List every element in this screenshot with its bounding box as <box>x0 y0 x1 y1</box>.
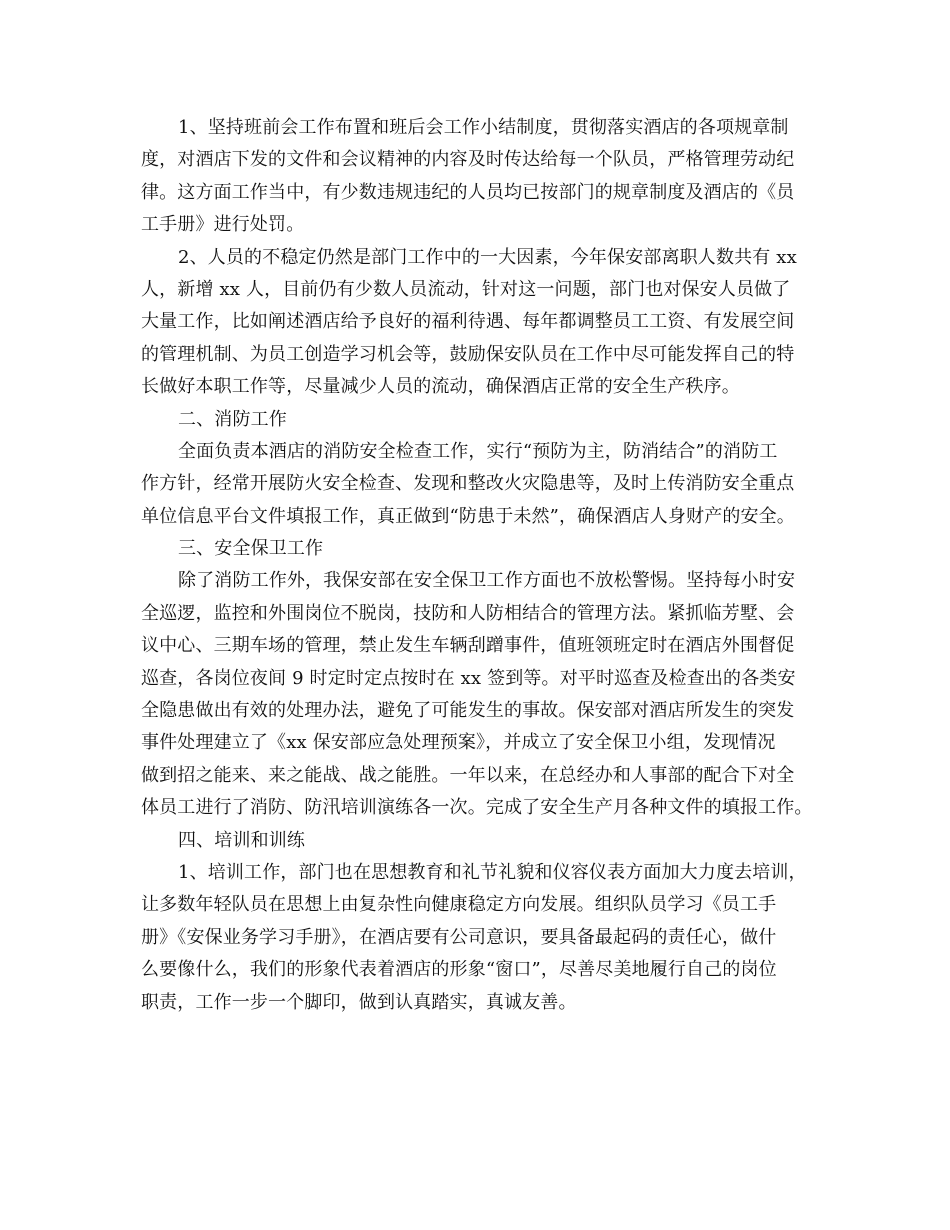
text-line: 事件处理建立了《xx 保安部应急处理预案》，并成立了安全保卫小组，发现情况 <box>141 732 776 754</box>
text-line: 作方针，经常开展防火安全检查、发现和整改火灾隐患等，及时上传消防安全重点 <box>141 473 795 495</box>
text-line: 除了消防工作外，我保安部在安全保卫工作方面也不放松警惕。坚持每小时安 <box>178 570 796 592</box>
text-line: 全面负责本酒店的消防安全检查工作，实行“预防为主，防消结合”的消防工 <box>178 440 778 462</box>
text-line: 律。这方面工作当中，有少数违规违纪的人员均已按部门的规章制度及酒店的《员 <box>141 181 795 203</box>
text-line: 二、消防工作 <box>178 408 287 430</box>
text-line: 做到招之能来、来之能战、战之能胜。一年以来，在总经办和人事部的配合下对全 <box>141 764 795 786</box>
text-line: 2、人员的不稳定仍然是部门工作中的一大因素，今年保安部离职人数共有 xx <box>178 246 797 268</box>
text-line: 让多数年轻队员在思想上由复杂性向健康稳定方向发展。组织队员学习《员工手 <box>141 894 777 916</box>
text-line: 全隐患做出有效的处理办法，避免了可能发生的事故。保安部对酒店所发生的突发 <box>141 700 795 722</box>
text-line: 大量工作，比如阐述酒店给予良好的福利待遇、每年都调整员工工资、有发展空间 <box>141 311 795 333</box>
text-line: 四、培训和训练 <box>178 829 306 851</box>
text-line: 三、安全保卫工作 <box>178 538 324 560</box>
text-line: 么要像什么，我们的形象代表着酒店的形象“窗口”，尽善尽美地履行自己的岗位 <box>141 959 777 981</box>
text-line: 人，新增 xx 人，目前仍有少数人员流动，针对这一问题，部门也对保安人员做了 <box>141 278 791 300</box>
text-line: 的管理机制、为员工创造学习机会等，鼓励保安队员在工作中尽可能发挥自己的特 <box>141 343 795 365</box>
text-line: 全巡逻，监控和外围岗位不脱岗，技防和人防相结合的管理方法。紧抓临芳墅、会 <box>141 602 795 624</box>
text-line: 单位信息平台文件填报工作，真正做到“防患于未然”，确保酒店人身财产的安全。 <box>141 505 795 527</box>
text-line: 册》《安保业务学习手册》，在酒店要有公司意识，要具备最起码的责任心，做什 <box>141 926 777 948</box>
text-line: 巡查，各岗位夜间 9 时定时定点按时在 xx 签到等。对平时巡查及检查出的各类安 <box>141 667 796 689</box>
text-line: 长做好本职工作等，尽量减少人员的流动，确保酒店正常的安全生产秩序。 <box>141 376 740 398</box>
text-line: 度，对酒店下发的文件和会议精神的内容及时传达给每一个队员，严格管理劳动纪 <box>141 149 795 171</box>
text-line: 工手册》进行处罚。 <box>141 214 305 236</box>
text-line: 议中心、三期车场的管理，禁止发生车辆刮蹭事件，值班领班定时在酒店外围督促 <box>141 635 795 657</box>
text-line: 1、坚持班前会工作布置和班后会工作小结制度，贯彻落实酒店的各项规章制 <box>178 117 789 138</box>
document-body <box>141 112 819 1019</box>
text-line: 1、培训工作，部门也在思想教育和礼节礼貌和仪容仪表方面加大力度去培训， <box>178 861 807 883</box>
text-line: 职责，工作一步一个脚印，做到认真踏实，真诚友善。 <box>141 991 577 1013</box>
text-line: 体员工进行了消防、防汛培训演练各一次。完成了安全生产月各种文件的填报工作。 <box>141 797 813 819</box>
